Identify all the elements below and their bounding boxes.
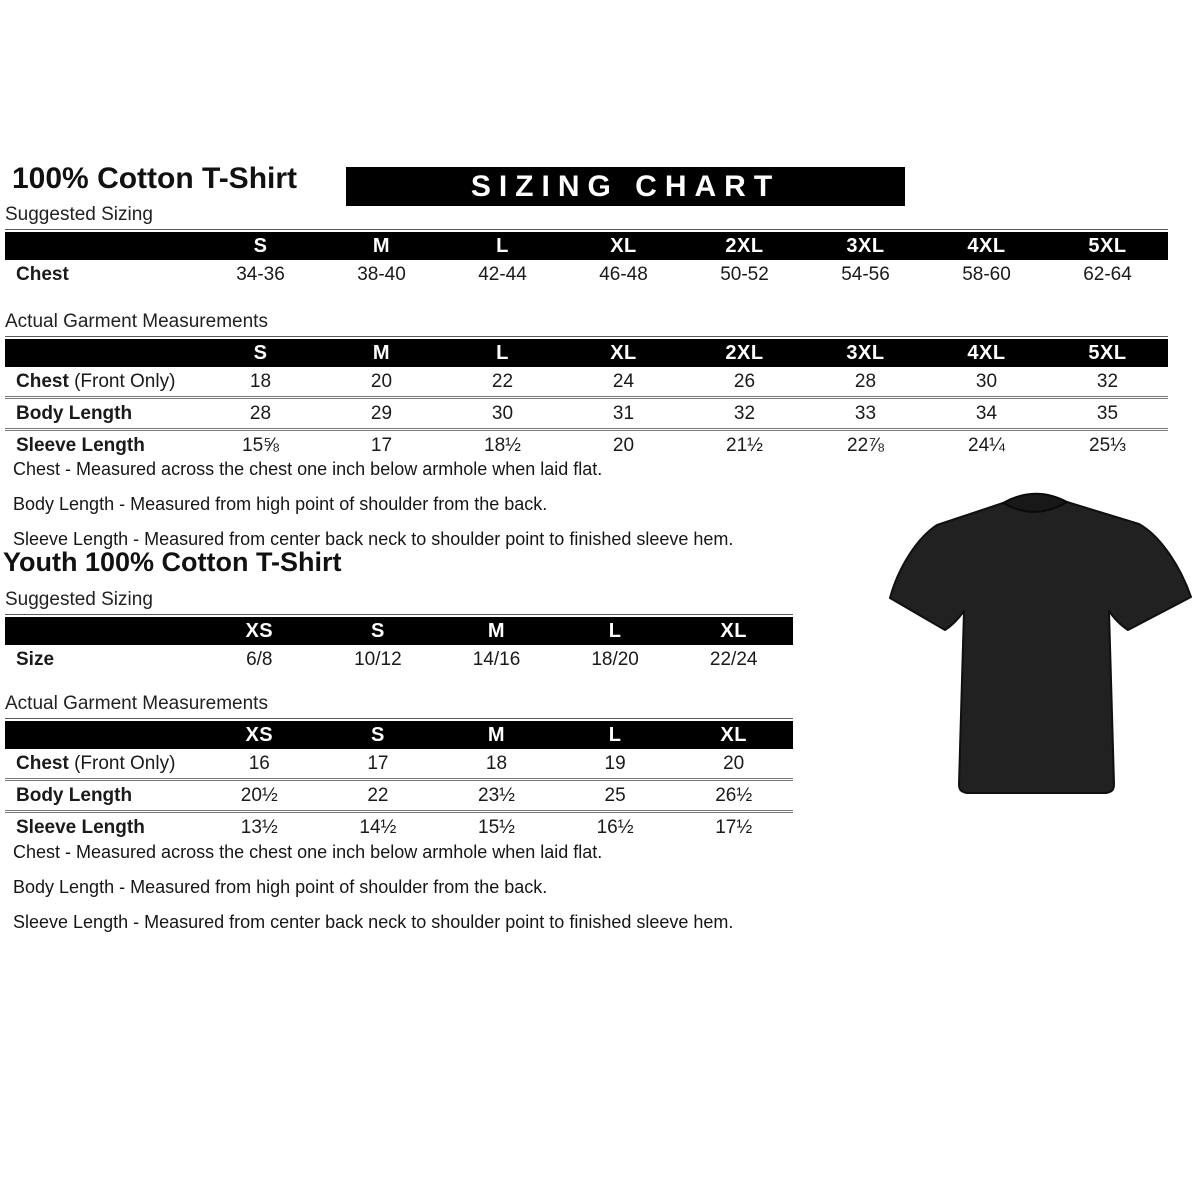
cell-value: 10/12: [354, 648, 402, 670]
column-header: 5XL: [1088, 234, 1127, 257]
adult-measurement-notes: [13, 452, 873, 557]
cell-value: 34: [975, 402, 998, 424]
cell-value: 22: [367, 784, 389, 806]
cell-value: 32: [1096, 370, 1119, 392]
column-header: L: [608, 723, 622, 746]
column-header: 3XL: [846, 234, 885, 257]
row-label: Body Length: [16, 402, 133, 424]
table-row: [5, 399, 1168, 431]
cell-value: 21½: [726, 434, 763, 456]
column-header: 3XL: [846, 341, 885, 364]
sizing-chart-banner: SIZING CHART: [346, 167, 905, 206]
table-header-row: [5, 721, 793, 749]
page-title: 100% Cotton T-Shirt: [12, 162, 298, 195]
note-sleeve-length: Sleeve Length - Measured from center back neck to shoulder point to finished sleeve hem.: [13, 529, 734, 549]
column-header: S: [253, 341, 268, 364]
cell-value: 31: [612, 402, 635, 424]
column-header: XS: [245, 723, 274, 746]
cell-value: 62-64: [1083, 263, 1132, 285]
note-sleeve-length: Sleeve Length - Measured from center back neck to shoulder point to finished sleeve hem.: [13, 912, 734, 932]
row-label: Chest (Front Only): [16, 752, 176, 774]
cell-value: 34-36: [236, 263, 285, 285]
adult-suggested-sizing-section: [5, 204, 1168, 289]
cell-value: 24: [612, 370, 635, 392]
youth-actual-measurements-table: [5, 721, 793, 842]
cell-value: 13½: [240, 816, 278, 838]
cell-value: 18: [485, 752, 508, 774]
row-label: Chest (Front Only): [16, 370, 176, 392]
cell-value: 22⅞: [847, 434, 884, 456]
cell-value: 28: [249, 402, 272, 424]
cell-value: 30: [491, 402, 514, 424]
cell-value: 14½: [359, 816, 397, 838]
column-header: XL: [720, 619, 747, 642]
youth-measurement-notes: [13, 835, 873, 940]
cell-value: 16½: [596, 816, 634, 838]
cell-value: 42-44: [478, 263, 527, 285]
column-header: S: [370, 619, 385, 642]
cell-value: 54-56: [841, 263, 890, 285]
row-label: Sleeve Length: [16, 434, 145, 456]
table-row: [5, 367, 1168, 399]
section-label: Suggested Sizing: [5, 589, 793, 615]
cell-value: 24¼: [968, 434, 1005, 456]
cell-value: 35: [1096, 402, 1119, 424]
column-header: 2XL: [725, 341, 764, 364]
note-chest: Chest - Measured across the chest one inch below armhole when laid flat.: [13, 842, 603, 862]
note-chest: Chest - Measured across the chest one inch below armhole when laid flat.: [13, 459, 603, 479]
cell-value: 58-60: [962, 263, 1011, 285]
cell-value: 26: [733, 370, 756, 392]
note-body-length: Body Length - Measured from high point of shoulder from the back.: [13, 494, 548, 514]
table-row: [5, 781, 793, 813]
column-header: S: [253, 234, 268, 257]
column-header: 4XL: [967, 234, 1006, 257]
column-header: M: [372, 234, 391, 257]
table-row: [5, 260, 1168, 289]
note-body-length: Body Length - Measured from high point of shoulder from the back.: [13, 877, 548, 897]
section-label: Actual Garment Measurements: [5, 311, 1168, 337]
cell-value: 32: [733, 402, 756, 424]
column-header: M: [487, 723, 506, 746]
row-label: Sleeve Length: [16, 816, 145, 838]
cell-value: 20: [370, 370, 393, 392]
column-header: S: [370, 723, 385, 746]
adult-actual-measurements-table: [5, 339, 1168, 460]
cell-value: 20: [723, 752, 745, 774]
column-header: M: [487, 619, 506, 642]
cell-value: 22: [491, 370, 514, 392]
cell-value: 17: [370, 434, 393, 456]
cell-value: 17½: [715, 816, 753, 838]
youth-section-title: Youth 100% Cotton T-Shirt: [3, 547, 342, 577]
table-header-row: [5, 339, 1168, 367]
cell-value: 19: [604, 752, 626, 774]
cell-value: 46-48: [599, 263, 648, 285]
column-header: XL: [610, 234, 637, 257]
column-header: XL: [720, 723, 747, 746]
cell-value: 50-52: [720, 263, 769, 285]
cell-value: 18: [249, 370, 272, 392]
youth-suggested-sizing-section: [5, 589, 793, 674]
column-header: 2XL: [725, 234, 764, 257]
row-label: Size: [16, 648, 55, 670]
tshirt-body-shape: [890, 502, 1191, 793]
cell-value: 6/8: [246, 648, 273, 670]
tshirt-image: [885, 476, 1197, 812]
adult-actual-measurements-section: [5, 311, 1168, 460]
table-header-row: [5, 617, 793, 645]
column-header: L: [496, 341, 509, 364]
cell-value: 15⅝: [242, 434, 279, 456]
column-header: 5XL: [1088, 341, 1127, 364]
column-header: XL: [610, 341, 637, 364]
cell-value: 20½: [240, 784, 278, 806]
cell-value: 25: [604, 784, 626, 806]
row-label: Chest: [16, 263, 69, 285]
adult-suggested-sizing-table: [5, 232, 1168, 289]
column-header: XS: [245, 619, 274, 642]
column-header: 4XL: [967, 341, 1006, 364]
table-row: [5, 645, 793, 674]
table-header-row: [5, 232, 1168, 260]
section-label: Actual Garment Measurements: [5, 693, 793, 719]
cell-value: 22/24: [709, 648, 758, 670]
cell-value: 33: [854, 402, 877, 424]
cell-value: 20: [612, 434, 635, 456]
cell-value: 14/16: [472, 648, 521, 670]
cell-value: 15½: [478, 816, 515, 838]
cell-value: 23½: [478, 784, 515, 806]
cell-value: 26½: [715, 784, 753, 806]
column-header: L: [496, 234, 509, 257]
column-header: M: [372, 341, 391, 364]
youth-actual-measurements-section: [5, 693, 793, 842]
cell-value: 28: [854, 370, 877, 392]
cell-value: 17: [367, 752, 389, 774]
column-header: L: [608, 619, 622, 642]
cell-value: 38-40: [357, 263, 406, 285]
cell-value: 25⅓: [1089, 434, 1126, 456]
section-label: Suggested Sizing: [5, 204, 1168, 230]
row-label: Body Length: [16, 784, 133, 806]
cell-value: 18½: [484, 434, 521, 456]
cell-value: 30: [975, 370, 998, 392]
youth-suggested-sizing-table: [5, 617, 793, 674]
cell-value: 29: [370, 402, 393, 424]
cell-value: 18/20: [591, 648, 639, 670]
table-row: [5, 749, 793, 781]
cell-value: 16: [248, 752, 270, 774]
